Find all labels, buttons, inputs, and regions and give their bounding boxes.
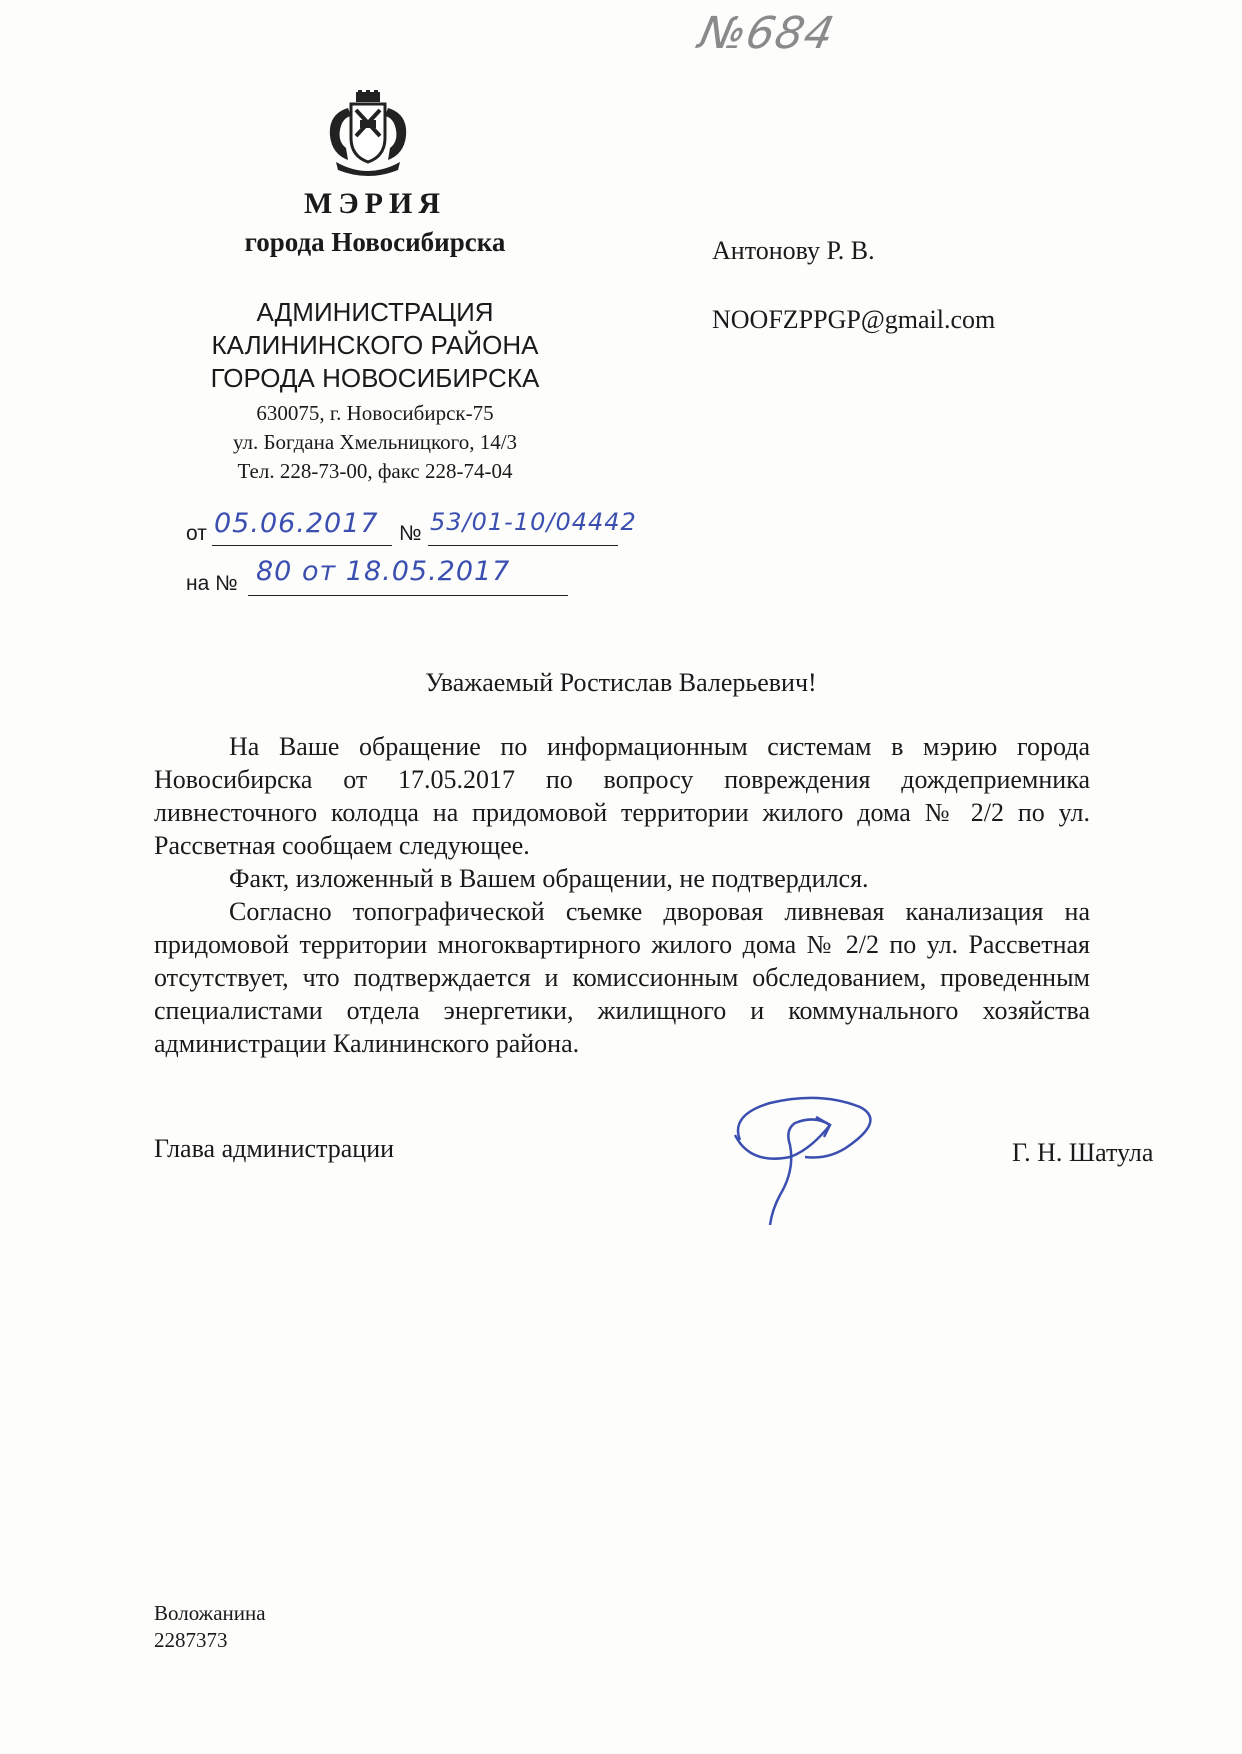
number-label: № (399, 522, 422, 545)
address-line: 630075, г. Новосибирск-75 (256, 401, 494, 425)
addressee-email: NOOFZPPGP@gmail.com (712, 305, 996, 334)
mayor-title: МЭРИЯ (304, 187, 446, 220)
body-paragraph: Согласно топографической съемке дворовая ливневая канализация на придомовой территории многоквартирного жилого дома № 2/2 по ул. Рассветная отсутствует, что подтверждается и комиссионным обследованием, проведенным специалистами отдела энергетики, жилищного и коммунального хозяйства администрации Калининского района. (154, 897, 1090, 1058)
admin-line: АДМИНИСТРАЦИЯ (256, 297, 494, 327)
handwritten-number: №684 (694, 8, 840, 59)
administration-name (150, 296, 600, 395)
executor-phone: 2287373 (154, 1628, 228, 1652)
signature-icon (720, 1085, 890, 1235)
salutation: Уважаемый Ростислав Валерьевич! (425, 668, 817, 697)
from-label: от (186, 522, 207, 545)
executor-name: Воложанина (154, 1601, 266, 1625)
coat-of-arms-icon (318, 90, 418, 180)
address-line: ул. Богдана Хмельницкого, 14/3 (232, 430, 518, 454)
admin-line: ГОРОДА НОВОСИБИРСКА (210, 363, 540, 393)
body-paragraph: Факт, изложенный в Вашем обращении, не подтвердился. (229, 864, 869, 893)
executor-info (154, 1600, 266, 1654)
reply-handwritten: 80 от 18.05.2017 (256, 556, 511, 587)
from-date-handwritten: 05.06.2017 (214, 508, 379, 539)
body-paragraph: На Ваше обращение по информационным системам в мэрию города Новосибирска от 17.05.2017 по вопросу повреждения дождеприемника ливнесточного колодца на придомовой территории жилого дома № 2/2 по ул. Рассветная сообщаем следующее. (154, 732, 1090, 860)
number-handwritten: 53/01-10/04442 (430, 508, 637, 536)
mayor-city: города Новосибирска (244, 227, 506, 257)
administration-address (150, 399, 600, 486)
admin-line: КАЛИНИНСКОГО РАЙОНА (211, 330, 539, 360)
reply-line (248, 595, 568, 596)
letter-body (154, 730, 1090, 1060)
number-line (428, 545, 618, 546)
signatory-role: Глава администрации (154, 1134, 395, 1163)
signatory-name: Г. Н. Шатула (1012, 1138, 1154, 1167)
address-line: Тел. 228-73-00, факс 228-74-04 (237, 459, 513, 483)
addressee-name: Антонову Р. В. (712, 236, 875, 265)
reply-label: на № (186, 572, 238, 595)
from-date-line (212, 545, 392, 546)
